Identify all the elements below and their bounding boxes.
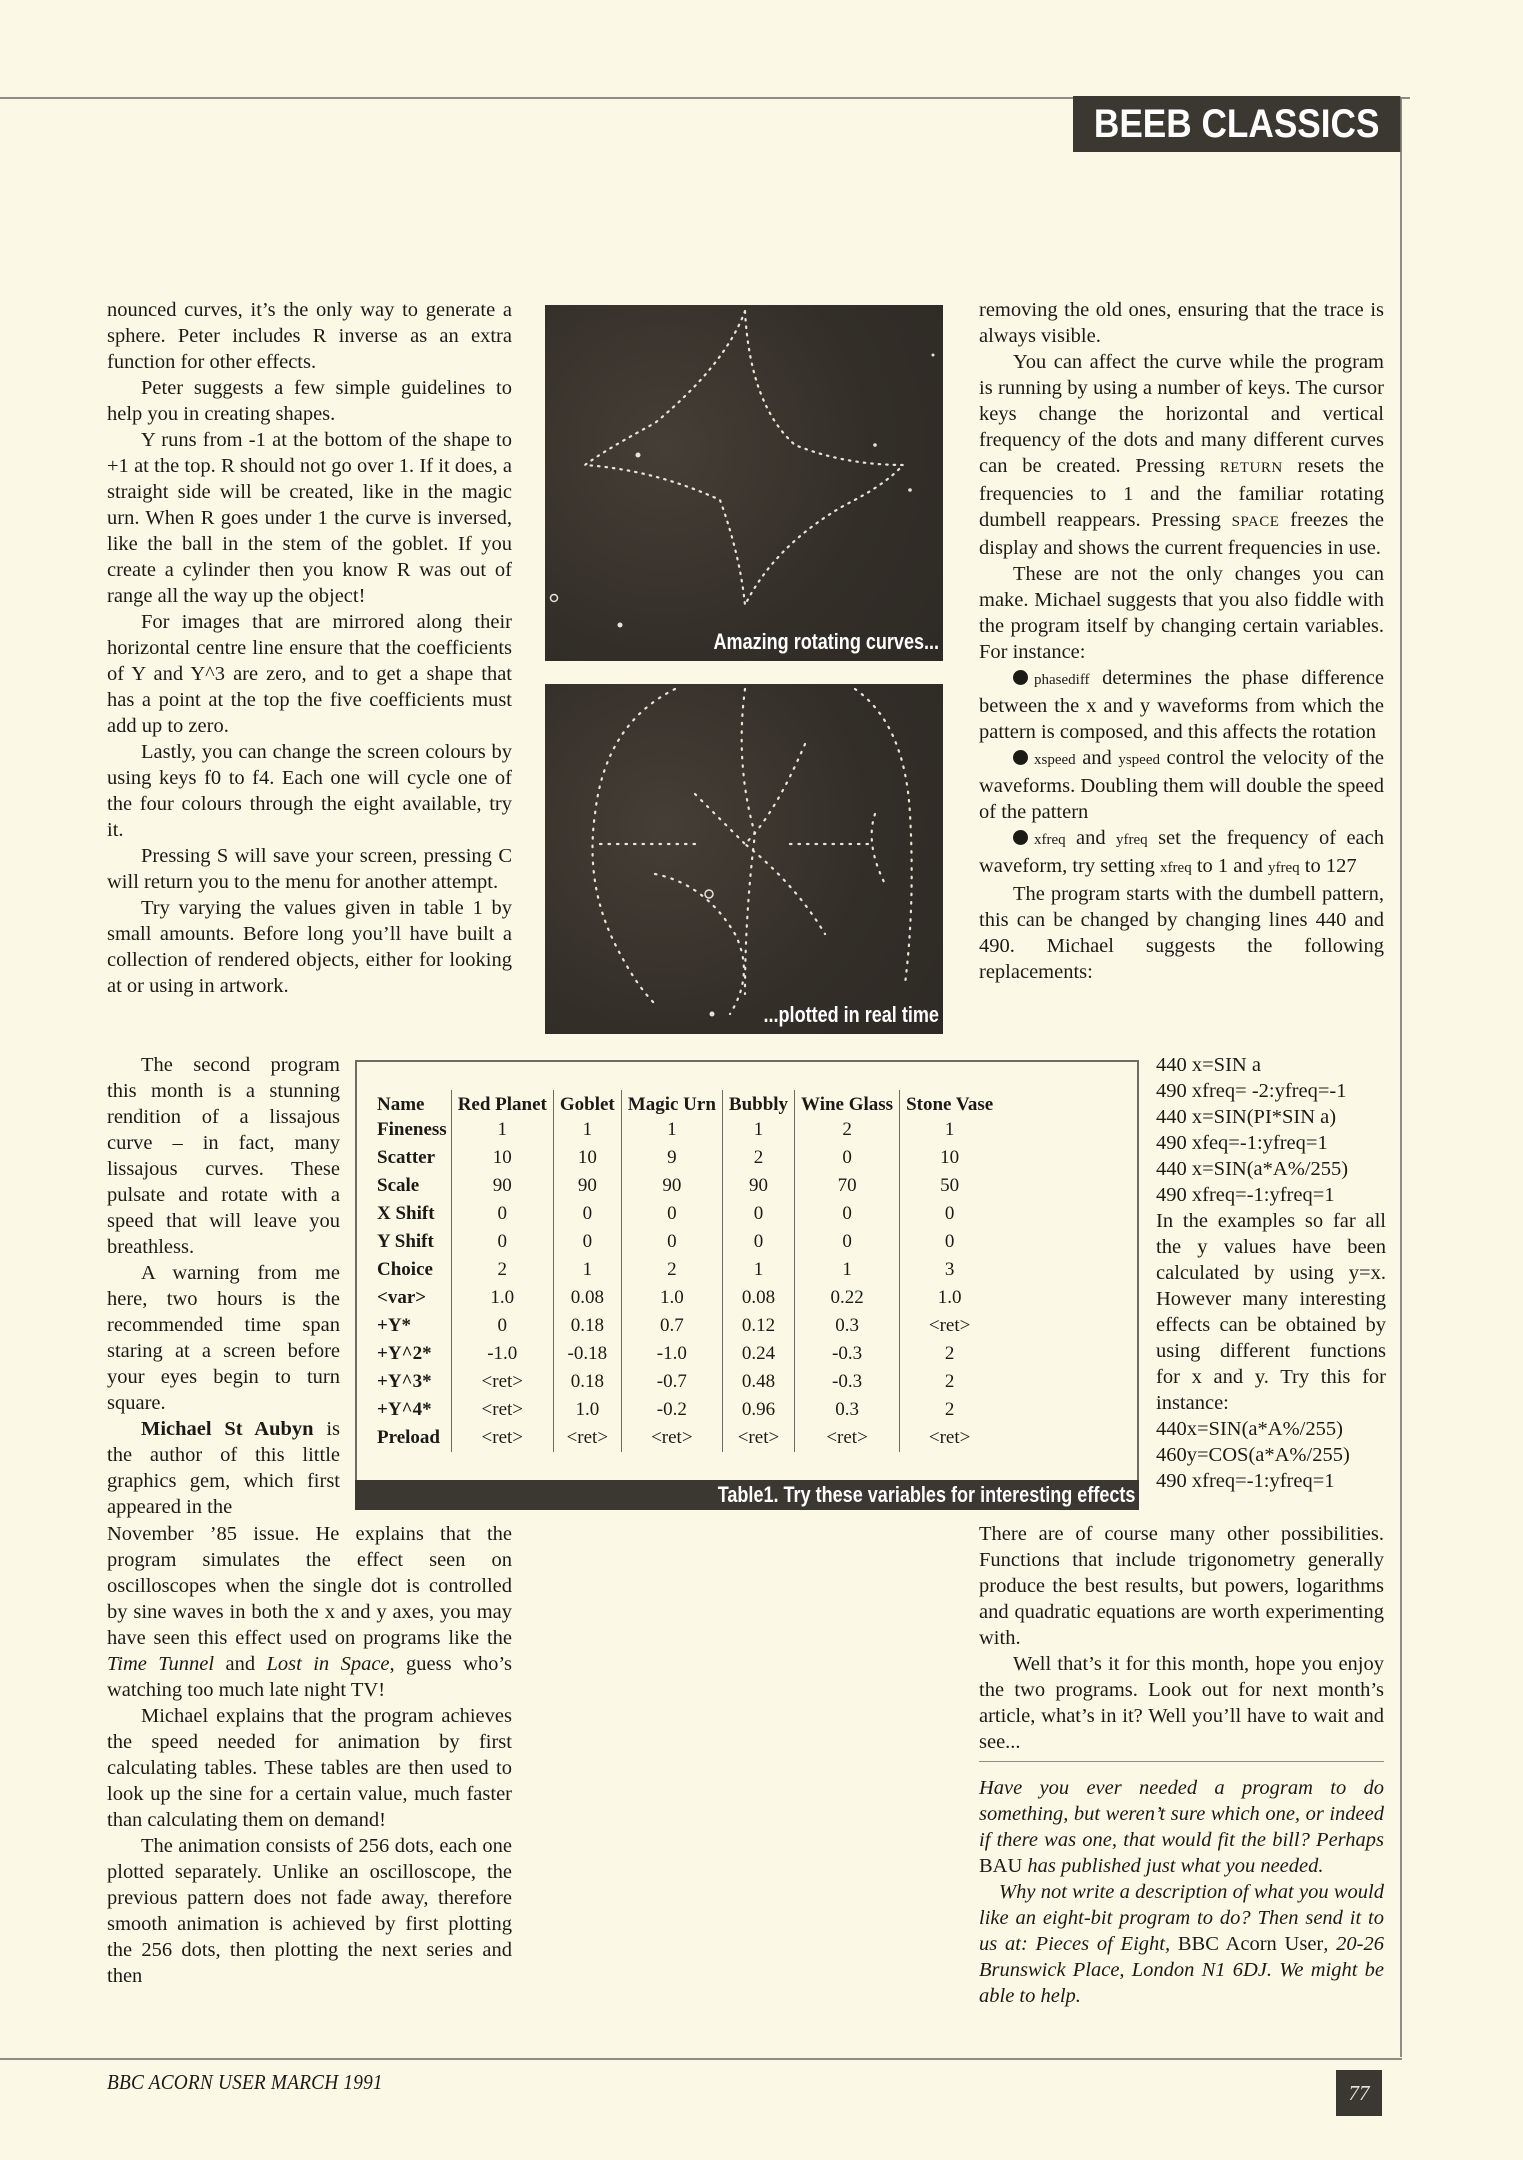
table-cell: 0	[621, 1228, 722, 1256]
table-cell: 1	[944, 1119, 955, 1140]
table-cell: 90	[553, 1172, 621, 1200]
bullet-item: xfreq and yfreq set the frequency of each waveform, try setting xfreq to 1 and yfreq to 127	[979, 827, 1384, 877]
table-cell: 0.22	[795, 1284, 900, 1312]
paragraph: Try varying the values given in table 1 by small amounts. Before long you’ll have built a collection of rendered objects, either for looking at or using in artwork.	[107, 897, 512, 997]
variable-name: xfreq	[1160, 860, 1192, 876]
section-banner	[1073, 96, 1400, 152]
variable-name: xfreq	[1034, 832, 1066, 848]
column-header: Name	[377, 1090, 451, 1116]
bullet-item: phasediff determines the phase difference between the x and y waveforms from which the pattern is composed, and this affects the rotation	[979, 667, 1384, 743]
table-cell: 0	[722, 1228, 794, 1256]
row-label: Choice	[377, 1256, 451, 1284]
left-column-bottom	[107, 1521, 512, 1989]
table-cell: -0.18	[553, 1340, 621, 1368]
table-cell: <ret>	[451, 1424, 553, 1452]
author-name: Michael St Aubyn	[141, 1418, 314, 1440]
variable-name: phasediff	[1034, 672, 1090, 688]
column-header: Magic Urn	[621, 1090, 722, 1116]
table-cell: 1	[553, 1256, 621, 1284]
table-cell: -0.7	[621, 1368, 722, 1396]
bullet-icon	[1013, 830, 1028, 845]
table-cell: 0.3	[795, 1396, 900, 1424]
star-curve-graphic	[545, 305, 943, 661]
key-space: SPACE	[1231, 514, 1280, 530]
table-row	[377, 1284, 999, 1312]
table-cell: 2	[451, 1256, 553, 1284]
table-row	[377, 1256, 999, 1284]
table-cell: -0.3	[795, 1368, 900, 1396]
table-cell: 1.0	[553, 1396, 621, 1424]
reader-boxout	[979, 1775, 1384, 2009]
table-row	[377, 1144, 999, 1172]
table-cell: 0.08	[722, 1284, 794, 1312]
table-cell: <ret>	[451, 1396, 553, 1424]
photo-caption: Amazing rotating curves...	[713, 629, 939, 654]
table-cell: 0.08	[553, 1284, 621, 1312]
table-cell: 2	[795, 1116, 900, 1144]
table-caption: Table1. Try these variables for interesting effects	[355, 1480, 1139, 1510]
paragraph: Lastly, you can change the screen colours by using keys f0 to f4. Each one will cycle one of the four colours through the eight available, try it.	[107, 741, 512, 841]
paragraph: Why not write a description of what you would like an eight-bit program to do? Then send it to us at: Pieces of Eight, BBC Acorn User, 20-26 Brunswick Place, London N1 6DJ. We might be able to help.	[979, 1881, 1384, 2007]
right-column-bottom	[979, 1521, 1384, 1755]
table-cell: 0	[722, 1200, 794, 1228]
table-cell: 0.96	[722, 1396, 794, 1424]
table-cell: 50	[940, 1175, 960, 1196]
screenshot-real-time-plot	[545, 684, 943, 1034]
bullet-icon	[1013, 750, 1028, 765]
table-cell: -1.0	[451, 1340, 553, 1368]
boxout-divider	[979, 1761, 1384, 1762]
page-number: 77	[1336, 2070, 1382, 2116]
table-cell: <ret>	[928, 1315, 971, 1336]
paragraph: Have you ever needed a program to do something, but weren’t sure which one, or indeed if there was one, that would fit the bill? Perhaps BAU has published just what you needed.	[979, 1777, 1384, 1877]
code-line: 490 xfreq=-1:yfreq=1	[1156, 1470, 1335, 1492]
table-cell: 10	[553, 1144, 621, 1172]
code-line: 440 x=SIN(a*A%/255)	[1156, 1158, 1349, 1180]
column-header: Goblet	[553, 1090, 621, 1116]
table-row	[377, 1340, 999, 1368]
table-cell: <ret>	[621, 1424, 722, 1452]
row-label: Scale	[377, 1172, 451, 1200]
table-cell: 0	[795, 1200, 900, 1228]
code-line: 490 xfreq= -2:yfreq=-1	[1156, 1080, 1347, 1102]
row-label: Y Shift	[377, 1228, 451, 1256]
table-cell: 9	[621, 1144, 722, 1172]
bottom-rule	[0, 2058, 1402, 2060]
row-label: Fineness	[377, 1116, 451, 1144]
row-label: <var>	[377, 1284, 451, 1312]
code-line: 440 x=SIN a	[1156, 1054, 1261, 1076]
table-row	[377, 1312, 999, 1340]
code-line: 490 xfreq=-1:yfreq=1	[1156, 1184, 1335, 1206]
row-label: +Y^3*	[377, 1368, 451, 1396]
paragraph: Well that’s it for this month, hope you enjoy the two programs. Look out for next month’s article, what’s in it? Well you’ll have to wait and see...	[979, 1653, 1384, 1753]
paragraph: Michael explains that the program achieves the speed needed for animation by first calculating tables. These tables are then used to look up the sine for a certain value, much faster than calculating them on demand!	[107, 1705, 512, 1831]
table-cell: 1	[451, 1116, 553, 1144]
table-cell: 1	[795, 1256, 900, 1284]
left-column-top	[107, 297, 512, 999]
paragraph: The second program this month is a stunning rendition of a lissajous curve – in fact, many lissajous curves. These pulsate and rotate with a speed that will leave you breathless.	[107, 1054, 340, 1258]
left-column-narrow	[107, 1052, 340, 1520]
table-cell: -0.2	[621, 1396, 722, 1424]
paragraph: nounced curves, it’s the only way to generate a sphere. Peter includes R inverse as an extra function for other effects.	[107, 299, 512, 373]
table-row	[377, 1116, 999, 1144]
table-cell: 0.24	[722, 1340, 794, 1368]
variable-name: xspeed	[1034, 752, 1076, 768]
paragraph: Pressing S will save your screen, pressing C will return you to the menu for another attempt.	[107, 845, 512, 893]
table-cell: 0	[944, 1231, 955, 1252]
table-cell: 2	[722, 1144, 794, 1172]
table-cell: 0	[795, 1228, 900, 1256]
table-row	[377, 1200, 999, 1228]
table-cell: 0	[451, 1312, 553, 1340]
table-cell: <ret>	[928, 1427, 971, 1448]
table-cell: 2	[944, 1343, 955, 1364]
table-row	[377, 1396, 999, 1424]
right-column-narrow	[1156, 1052, 1386, 1494]
column-header: Stone Vase	[906, 1094, 994, 1115]
table-cell: 1.0	[451, 1284, 553, 1312]
variable-name: yfreq	[1116, 832, 1148, 848]
table-cell: 0.18	[553, 1312, 621, 1340]
table-cell: 90	[722, 1172, 794, 1200]
bullet-icon	[1013, 670, 1028, 685]
row-label: X Shift	[377, 1200, 451, 1228]
table-cell: 0	[944, 1203, 955, 1224]
section-title: BEEB CLASSICS	[1093, 101, 1380, 146]
table-cell: 0.7	[621, 1312, 722, 1340]
author-paragraph: Michael St Aubyn is the author of this little graphics gem, which first appeared in the	[107, 1418, 340, 1518]
table-cell: <ret>	[722, 1424, 794, 1452]
code-line: 440x=SIN(a*A%/255)	[1156, 1418, 1343, 1440]
table-cell: 0.3	[795, 1312, 900, 1340]
table-row	[377, 1424, 999, 1452]
table-cell: <ret>	[553, 1424, 621, 1452]
paragraph: You can affect the curve while the program is running by using a number of keys. The cursor keys change the horizontal and vertical frequency of the dots and many different curves can be created. Pressing RETURN resets the frequencies to 1 and the familiar rotating dumbell reappears. Pressing SPACE freezes the display and shows the current frequencies in use.	[979, 351, 1384, 559]
table-cell: 2	[944, 1371, 955, 1392]
paragraph: Peter suggests a few simple guidelines to help you in creating shapes.	[107, 377, 512, 425]
table-cell: -0.3	[795, 1340, 900, 1368]
table-cell: -1.0	[621, 1340, 722, 1368]
table-cell: <ret>	[795, 1424, 900, 1452]
variable-name: yspeed	[1118, 752, 1160, 768]
key-return: RETURN	[1219, 460, 1283, 476]
paragraph: November ’85 issue. He explains that the program simulates the effect seen on oscilloscopes when the single dot is controlled by sine waves in both the x and y axes, you may have seen this effect used on programs like the Time Tunnel and Lost in Space, guess who’s watching too much late night TV!	[107, 1523, 512, 1701]
show-title: Lost in Space	[266, 1653, 390, 1675]
table-cell: 0	[451, 1228, 553, 1256]
table-cell: 0	[553, 1200, 621, 1228]
row-label: +Y^4*	[377, 1396, 451, 1424]
column-header: Wine Glass	[795, 1090, 900, 1116]
table-cell: 90	[451, 1172, 553, 1200]
table-cell: 10	[451, 1144, 553, 1172]
photo-caption: ...plotted in real time	[763, 1002, 939, 1027]
table-cell: 2	[621, 1256, 722, 1284]
table-row	[377, 1228, 999, 1256]
table-cell: 1	[621, 1116, 722, 1144]
table-cell: 90	[621, 1172, 722, 1200]
variables-table-box	[355, 1060, 1139, 1508]
table-cell: 0	[621, 1200, 722, 1228]
paragraph: The program starts with the dumbell pattern, this can be changed by changing lines 440 and 490. Michael suggests the following replacements:	[979, 883, 1384, 983]
table-cell: 0.18	[553, 1368, 621, 1396]
table-row	[377, 1368, 999, 1396]
table-cell: 2	[944, 1399, 955, 1420]
right-rule	[1400, 97, 1402, 2057]
column-header: Red Planet	[451, 1090, 553, 1116]
table-cell: 10	[940, 1147, 960, 1168]
variable-name: yfreq	[1268, 860, 1300, 876]
right-column-top	[979, 297, 1384, 985]
table-row	[377, 1172, 999, 1200]
table-cell: 1.0	[937, 1287, 962, 1308]
paragraph: There are of course many other possibilities. Functions that include trigonometry generally produce the best results, but powers, logarithms and quadratic equations are worth experimenting with.	[979, 1523, 1384, 1649]
paragraph: removing the old ones, ensuring that the trace is always visible.	[979, 299, 1384, 347]
table-cell: 70	[795, 1172, 900, 1200]
table-cell: 1	[553, 1116, 621, 1144]
code-line: 440 x=SIN(PI*SIN a)	[1156, 1106, 1337, 1128]
code-line: 490 xfeq=-1:yfreq=1	[1156, 1132, 1328, 1154]
code-line: 460y=COS(a*A%/255)	[1156, 1444, 1350, 1466]
table-cell: <ret>	[451, 1368, 553, 1396]
row-label: Scatter	[377, 1144, 451, 1172]
column-header: Bubbly	[722, 1090, 794, 1116]
paragraph: Y runs from -1 at the bottom of the shape to +1 at the top. R should not go over 1. If it does, a straight side will be created, like in the magic urn. When R goes under 1 the curve is inversed, like the ball in the stem of the goblet. If you create a cylinder then you know R was out of range all the way up the object!	[107, 429, 512, 607]
row-label: +Y^2*	[377, 1340, 451, 1368]
paragraph: The animation consists of 256 dots, each one plotted separately. Unlike an oscilloscope, the previous pattern does not fade away, therefore smooth animation is achieved by first plotting the 256 dots, then plotting the next series and then	[107, 1835, 512, 1987]
row-label: Preload	[377, 1424, 451, 1452]
paragraph: These are not the only changes you can make. Michael suggests that you also fiddle with the program itself by changing certain variables. For instance:	[979, 563, 1384, 663]
bullet-item: xspeed and yspeed control the velocity of the waveforms. Doubling them will double the speed of the pattern	[979, 747, 1384, 823]
table-cell: 1	[722, 1116, 794, 1144]
table-cell: 0	[451, 1200, 553, 1228]
screenshot-rotating-curves	[545, 305, 943, 661]
table-cell: 1	[722, 1256, 794, 1284]
table-cell: 0.48	[722, 1368, 794, 1396]
variables-table	[377, 1090, 999, 1452]
paragraph: In the examples so far all the y values have been calculated by using y=x. However many interesting effects can be obtained by using different functions for x and y. Try this for instance:	[1156, 1210, 1386, 1414]
lissajous-graphic	[545, 684, 943, 1034]
table-cell: 0	[553, 1228, 621, 1256]
paragraph: For images that are mirrored along their horizontal centre line ensure that the coefficients of Y and Y^3 are zero, and to get a shape that has a point at the top the five coefficients must add up to zero.	[107, 611, 512, 737]
table-cell: 0.12	[722, 1312, 794, 1340]
table-cell: 1.0	[621, 1284, 722, 1312]
publication-footer: BBC ACORN USER MARCH 1991	[107, 2070, 383, 2094]
row-label: +Y*	[377, 1312, 451, 1340]
table-header-row	[377, 1090, 999, 1116]
paragraph: A warning from me here, two hours is the recommended time span staring at a screen before your eyes begin to turn square.	[107, 1262, 340, 1414]
table-cell: 0	[795, 1144, 900, 1172]
table-cell: 3	[944, 1259, 955, 1280]
show-title: Time Tunnel	[107, 1653, 215, 1675]
